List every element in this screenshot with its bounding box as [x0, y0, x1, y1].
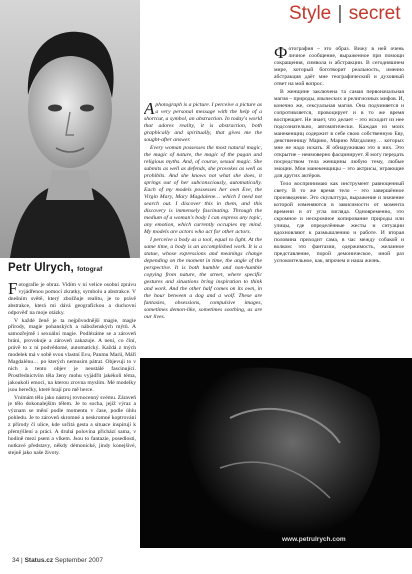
photographer-role: fotograf	[77, 266, 103, 273]
page-footer	[12, 557, 103, 564]
photographer-name	[8, 262, 102, 274]
page-number: 34	[12, 557, 20, 564]
czech-paragraph-2: V každé ženě je ta nejpůvodnější magie, magie přírody, magie pohanských a náboženských mýtů. A samozřejmě i sexuální magie. Podlézáme se a zároveň bráni, provokuje a zároveň zakazuje. A není, co činí, právě to z ní podvědomé, automatický. Každá z mých modelek má v sobě svou vlastní Evu, Panmu Marii, Máří Magdalénu… po kterých nemusím pátrat. Objevuji to v nich a tento objev je neustálé fascinující. Prostřednictvím těla ženy mohu vyjádřit jakékoli téma, jakoukoli emoci, na kterou zrovna myslím. Mé modelky jsou herečky, které hrají pro mě herce.	[8, 317, 136, 393]
english-paragraph-3: I perceive a body as a tool, equal to light. At the same time, a body is an accomplished work. It is a statue, whose expressions and meanings change depending on the moment in time, the angle of the perspective. It is both humble and non-humble copying from nature, the street, where specific gestures and situations bring inspiration to think and work. And the other half comes on its own, in the hour between a dog and a wolf. These are fantasies, obsessions, compulsive images, sometimes demon-like, sometimes soothing, as are our lives.	[144, 237, 262, 320]
photographer-name-text: Petr Ulrych,	[8, 262, 74, 274]
nude-photo	[140, 358, 412, 548]
section-header	[289, 3, 401, 25]
english-paragraph-1: Aphotograph is a picture. I perceive a picture as a very personal message with the help of a shortcut, a symbol, an abstraction. In today's world that adores reality, it is abstraction, both graphically and spiritually, that gives me the sought-after answer.	[144, 102, 262, 143]
magazine-brand: Status.cz	[24, 557, 54, 564]
english-paragraph-2: Every woman possesses the most natural magic, the magic of nature, the magic of the pagan and religious myths. And, of course, sexual magic. She submits as well as defends, she provokes as well as prohibits. And she knows not what she does, it springs out of her subconsciously, automatically. Each of my models possesses her own Eve, the Virgin Mary, Mary Magdalene… which I need not search out. I discover this in them, and this discovery is immensely fascinating. Through the medium of a woman's body I can express any topic, any emotion, which currently occupies my mind. My models are actors who act for other actors.	[144, 145, 262, 235]
photographer-website: www.petrulrych.com	[282, 536, 346, 543]
czech-paragraph-3: Vnímám tělo jako nástroj rovnocenný svému. Záraveň je tělo dokonalejším tělem. Je to socha, jejíž výraz a význam se mění podle momentu v čase, podle úhlu pohledu. Je to zároveň skromné a neskromné koptrování z přírody či ulice, kde určitá gesta a situace inspirují k přemýšlení a práci. A druhá polovina přichází sama, v hodině mezi psem a vlkem. Jsou to fantazie, posedlosti, nutkavé představy, někdy démonické, jindy konejšivé, stejně jako naše životy.	[8, 394, 136, 456]
czech-paragraph-1: Fotografie je obraz. Vidím v ní velice osobní zprávu vyjádřenou pomocí zkratky, symbolu a abstrakce. V dnešním světě, který zbožňuje realitu, je to právě abstrakce, která mi dává geografickou a duchovní odpověď na moje otázky.	[8, 282, 136, 316]
russian-text-column	[274, 46, 404, 364]
czech-text-column	[8, 282, 136, 540]
english-text-column	[144, 102, 262, 402]
drop-cap-a: A	[144, 102, 155, 118]
russian-paragraph-2: В женщине заключена та самая первоначальная магия – природы, языческих и религиозных мифов. И, конечно же, сексуальная магия. Она подчиняется и сопротивляется, провоцирует и в то же время воспрещает. Не знает, что делает – это исходит из нее подсознательно, автоматически. Каждая из моих манекенщиц содержит в себе свою собственную Еву, девственницу Марию, Марию Магдалину… которых мне не надо искать. Я обнаруживаю это в них. Это открытие – неимоверно фасцинирует. Я могу передать посредством тела женщины любую тему, любые эмоции. Мои манекенщицы – это актрисы, играющие для других актёров.	[274, 89, 404, 179]
section-main: Style	[289, 3, 332, 24]
drop-cap-ef: Ф	[274, 46, 288, 62]
footer-separator: |	[21, 557, 23, 564]
section-sub: secret	[348, 3, 401, 24]
russian-paragraph-3: Тело воспринимаю как инструмент равноценный свету. В то же время тело – это завершённое произведение. Это скульптура, выражение и значение которой изменяются в зависимости от момента времени и от угла взгляда. Одновременно, это скромное и нескромное копирование природы или улицы, где определённые жесты и ситуации вдохновляют к размышлению и работе. И вторая половина приходит сама, в час между собакой и волком: это фантазии, одержимость, желанное представление, порой демоническое, иной раз успокоительное, как, впрочем и наша жизнь.	[274, 181, 404, 264]
portrait-photo	[0, 0, 140, 258]
drop-cap-f: F	[8, 282, 18, 298]
russian-paragraph-1: Фотография – это образ. Вижу в ней очень личное сообщение, выраженное при помощи сокращения, символа и абстракции. В сегодняшнем мире, который боготворит реальность, именно абстракция даёт мне географический и духовный ответ на мой вопрос.	[274, 46, 404, 87]
section-separator: |	[337, 3, 343, 24]
issue-date: September 2007	[54, 557, 103, 564]
